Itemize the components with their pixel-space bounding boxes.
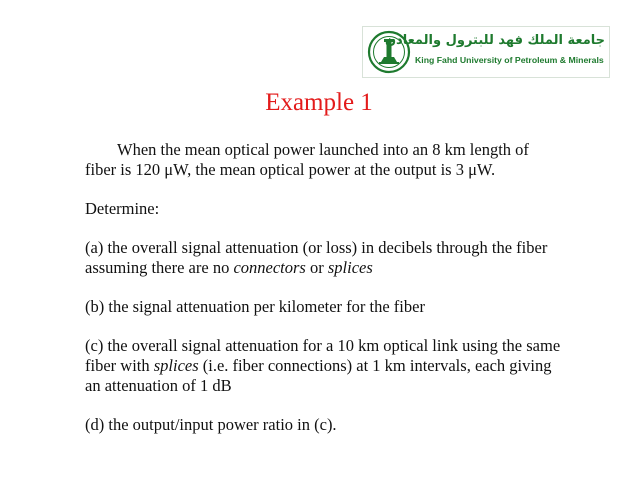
problem-text (85, 140, 565, 454)
item-a-splices: splices (327, 258, 373, 277)
university-logo (362, 26, 610, 78)
intro-paragraph (85, 140, 565, 180)
item-a-line-2-mid: or (305, 258, 328, 277)
slide-title: Example 1 (265, 89, 373, 116)
item-d-line-1: (d) the output/input power ratio in (c). (85, 415, 337, 434)
item-a-line-1: (a) the overall signal attenuation (or loss) in decibels through the fiber (85, 238, 548, 257)
item-a-connectors: connectors (233, 258, 306, 277)
item-c-line-1: (c) the overall signal attenuation for a 10 km optical link using the same (85, 336, 561, 355)
item-c (85, 336, 565, 396)
intro-line-1: When the mean optical power launched into an 8 km length of (117, 140, 529, 159)
item-b (85, 297, 565, 317)
item-a-line-2-pre: assuming there are no (85, 258, 234, 277)
item-c-line-2-pre: fiber with (85, 356, 154, 375)
determine-label: Determine: (85, 199, 160, 218)
item-c-line-2-post: (i.e. fiber connections) at 1 km intervals, each giving (198, 356, 552, 375)
logo-english-name: King Fahd University of Petroleum & Minerals (415, 55, 604, 65)
logo-arabic-name: جامعة الملك فهد للبترول والمعادن (384, 33, 605, 48)
item-c-line-3: an attenuation of 1 dB (85, 376, 232, 395)
item-a (85, 238, 565, 278)
intro-line-2: fiber is 120 μW, the mean optical power at the output is 3 μW. (85, 160, 496, 179)
item-d (85, 415, 565, 435)
item-c-splices: splices (153, 356, 199, 375)
item-b-line-1: (b) the signal attenuation per kilometer for the fiber (85, 297, 425, 316)
